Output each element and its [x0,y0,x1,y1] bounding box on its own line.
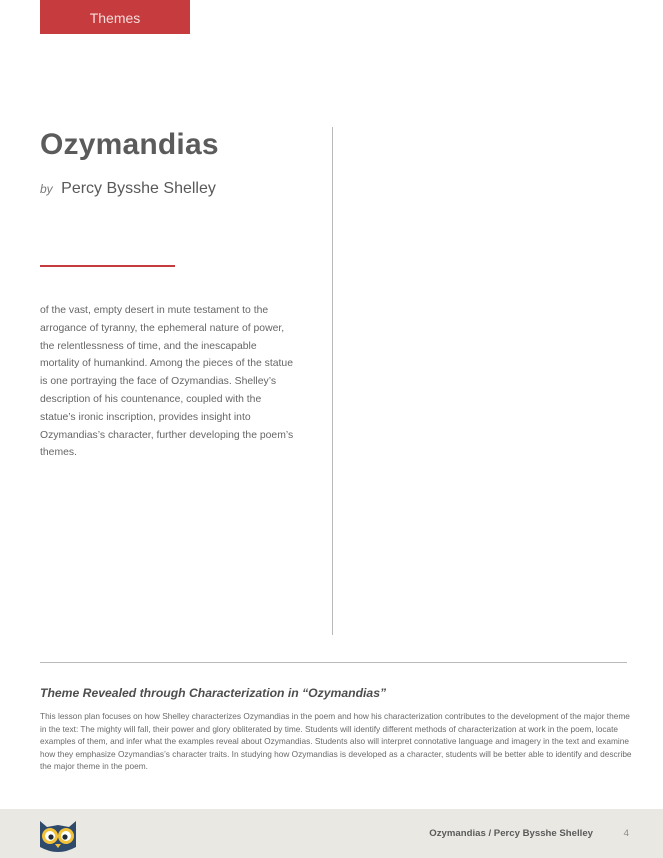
themes-tab: Themes [40,0,190,34]
section-title: Theme Revealed through Characterization in “Ozymandias” [40,686,387,700]
column-divider [332,127,333,635]
accent-divider [40,265,175,267]
section-body: This lesson plan focuses on how Shelley characterizes Ozymandias in the poem and how his characterization contributes to the development of the major theme in the text: The mighty will fall, their power and glory obliterated by time. Students will identify different methods of characterization at work in the poem, locate examples of them, and infer what the examples reveal about Ozymandias. Students also will interpret connotative language and imagery in the text and examine how they emphasize Ozymandias’s character traits. In studying how Ozymandias is developed as a character, students will be better able to identify and describe the major theme in the poem. [40,711,632,772]
body-paragraph: of the vast, empty desert in mute testament to the arrogance of tyranny, the ephemeral nature of power, the relentlessness of time, and the inescapable mortality of humankind. Among the pieces of the statue is one portraying the face of Ozymandias. Shelley’s description of his countenance, coupled with the statue’s ironic inscription, provides insight into Ozymandias’s character, further developing the poem’s themes. [40,305,294,459]
byline-by: by [40,182,53,196]
section-divider [40,662,627,663]
owl-logo-icon [36,817,80,855]
footer-title: Ozymandias / Percy Bysshe Shelley [429,828,593,839]
byline [40,180,216,198]
page-number: 4 [623,828,629,839]
author-name: Percy Bysshe Shelley [61,180,216,197]
page-title: Ozymandias [40,128,219,161]
page-footer [0,809,663,858]
